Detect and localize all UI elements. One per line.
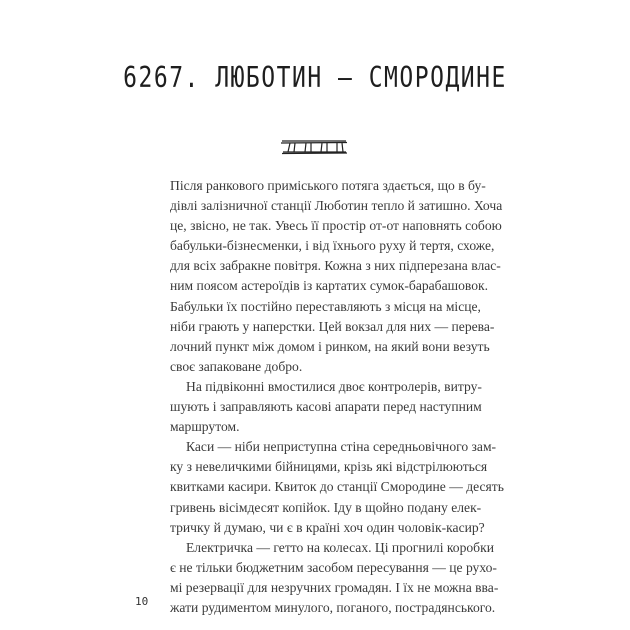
chapter-title: 6267. ЛЮБОТИН — СМОРОДИНЕ [123,62,507,95]
text-line: для всіх забракне повітря. Кожна з них підперезана влас- [170,258,501,274]
text-line: квитками касири. Квиток до станції Смородине — десять [170,479,504,495]
text-line: ним поясом астероїдів із картатих сумок-барабашовок. [170,278,489,294]
text-line: ніби грають у наперстки. Цей вокзал для них — перева- [170,318,495,334]
page-number: 10 [135,595,149,608]
text-line: мі резервації для незручних громадян. І їх не можна вва- [170,579,499,595]
text-line: Каси — ніби неприступна стіна середньовічного зам- [186,439,497,455]
text-line: Після ранкового приміського потяга здається, що в бу- [170,178,486,193]
text-line: тричку й думаю, чи є в країні хоч один чоловік-касир? [170,519,485,535]
text-line: Електричка — гетто на колесах. Ці прогнилі коробки [186,539,494,555]
text-line: є не тільки бюджетним засобом пересування — це рухо- [170,559,497,575]
text-line: бабульки-бізнесменки, і від їхнього руху й тертя, схоже, [170,238,495,254]
text-line: жати рудиментом минулого, поганого, пострадянського. [170,599,496,615]
paragraph [170,538,499,618]
text-line: гривень вісімдесят копійок. Іду в щойно подану елек- [170,499,482,515]
text-line: шують і заправляють касові апарати перед наступним [170,399,482,415]
text-line: це, звісно, не так. Увесь її простір от-от наповнять собою [170,218,502,234]
text-line: дівлі залізничної станції Люботин тепло й затишно. Хоча [170,198,503,214]
paragraph [170,377,482,437]
text-line: Бабульки їх постійно переставляють з місця на місце, [170,298,481,314]
paragraph [170,176,503,377]
text-line: На підвіконні вмостилися двоє контролерів, витру- [186,378,482,394]
text-line: своє запаковане добро. [170,358,303,374]
text-line: маршрутом. [170,419,240,435]
text-line: ку з невеличкими бійницями, крізь які відстрілюються [170,459,488,475]
paragraph [170,437,504,537]
text-line: лочний пункт між домом і ринком, на який вони везуть [170,338,490,354]
body-text [170,176,504,618]
ladder-divider-icon [280,139,348,155]
